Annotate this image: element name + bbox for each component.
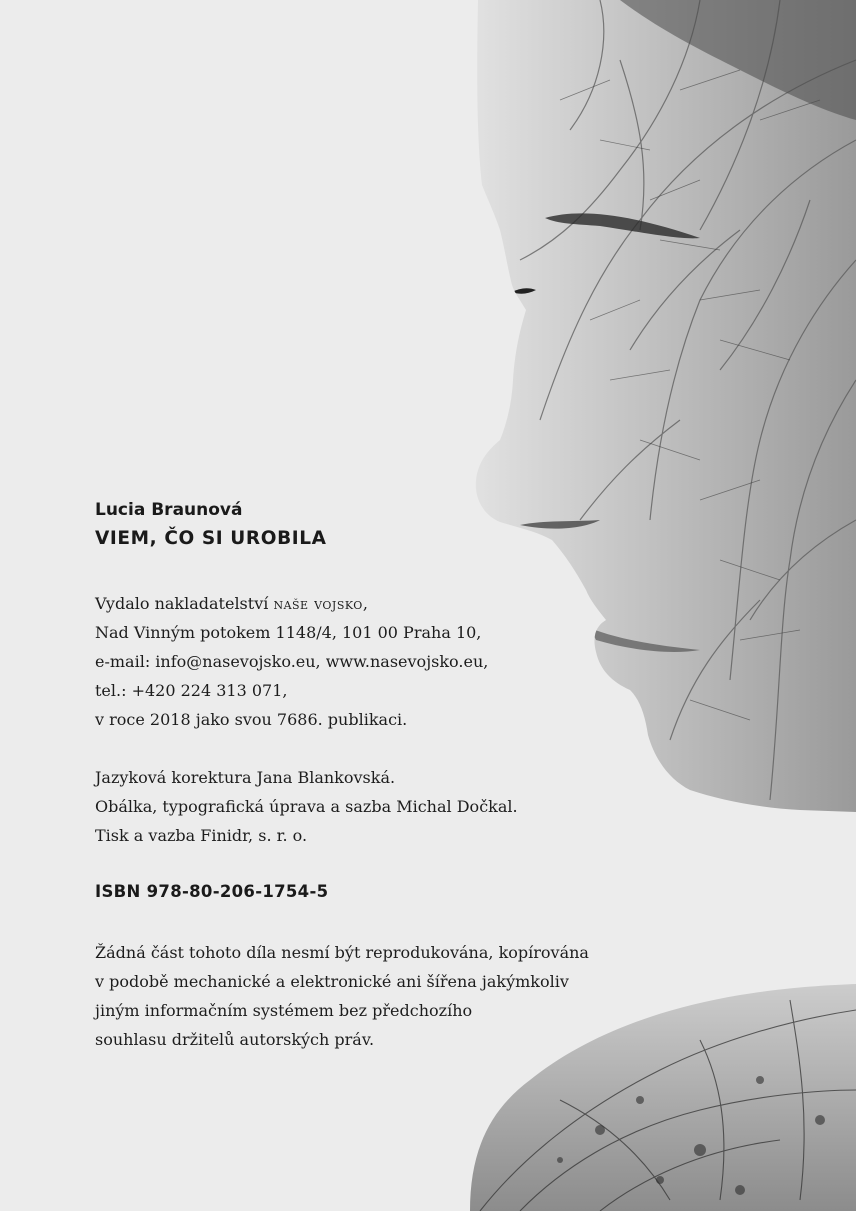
copyright-line-4: souhlasu držitelů autorských práv. bbox=[95, 1030, 375, 1049]
publisher-phone: tel.: +420 224 313 071, bbox=[95, 681, 288, 700]
publisher-line-1-suffix: , bbox=[362, 594, 368, 613]
publication-note: v roce 2018 jako svou 7686. publikaci. bbox=[95, 710, 408, 729]
publisher-address: Nad Vinným potokem 1148/4, 101 00 Praha 10, bbox=[95, 623, 482, 642]
book-title: VIEM, ČO SI UROBILA bbox=[95, 528, 327, 549]
credit-printing: Tisk a vazba Finidr, s. r. o. bbox=[95, 826, 308, 845]
book-author: Lucia Braunová bbox=[95, 500, 243, 520]
copyright-line-3: jiným informačním systémem bez předchozího bbox=[95, 1001, 473, 1020]
copyright-line-1: Žádná část tohoto díla nesmí být reprodukována, kopírována bbox=[95, 943, 589, 962]
publisher-contact: e-mail: info@nasevojsko.eu, www.nasevojsko.eu, bbox=[95, 652, 489, 671]
copyright-line-2: v podobě mechanické a elektronické ani šířena jakýmkoliv bbox=[95, 972, 569, 991]
credits-block bbox=[95, 763, 518, 850]
publisher-name: naše vojsko bbox=[273, 594, 363, 613]
face-silhouette bbox=[470, 0, 856, 812]
isbn: ISBN 978-80-206-1754-5 bbox=[95, 882, 329, 901]
publisher-line-1-prefix: Vydalo nakladatelství bbox=[95, 594, 274, 613]
copyright-notice bbox=[95, 938, 589, 1054]
publisher-line-1 bbox=[95, 589, 488, 618]
credit-design: Obálka, typografická úprava a sazba Michal Dočkal. bbox=[95, 797, 518, 816]
credit-proofreading: Jazyková korektura Jana Blankovská. bbox=[95, 768, 396, 787]
publisher-block bbox=[95, 589, 488, 734]
